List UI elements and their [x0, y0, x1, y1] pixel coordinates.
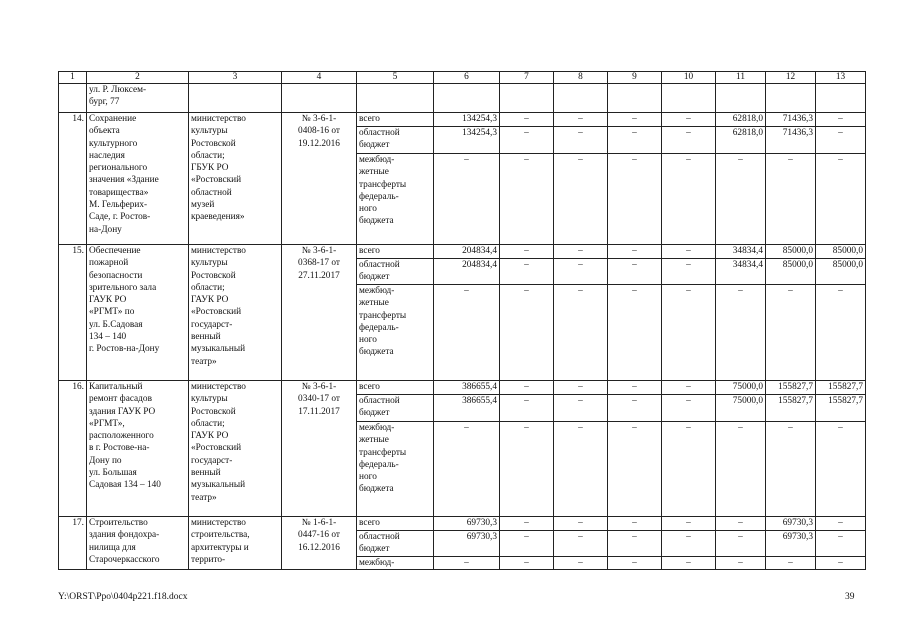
table-cell: –	[554, 517, 608, 531]
document-file-path: Y:\ORST\Ppo\0404p221.f18.docx	[58, 592, 188, 602]
table-cell: –	[716, 517, 766, 531]
table-cell: –	[662, 381, 716, 395]
table-cell: 69730,3	[434, 531, 500, 557]
table-cell: № 3-6-1- 0408-16 от 19.12.2016	[282, 113, 357, 245]
table-cell: областной бюджет	[357, 395, 434, 422]
table-cell: –	[608, 285, 662, 381]
table-cell: ул. Р. Люксем- бург, 77	[87, 84, 189, 113]
table-cell	[816, 84, 866, 113]
table-cell: –	[500, 245, 554, 259]
table-cell: 62818,0	[716, 127, 766, 154]
table-cell: 134254,3	[434, 113, 500, 127]
table-cell: –	[716, 154, 766, 245]
table-cell: –	[816, 556, 866, 569]
column-header: 10	[662, 72, 716, 84]
table-cell	[357, 84, 434, 113]
column-header: 2	[87, 72, 189, 84]
column-header: 11	[716, 72, 766, 84]
table-cell: –	[716, 531, 766, 557]
column-header: 5	[357, 72, 434, 84]
table-cell	[59, 84, 87, 113]
column-header: 1	[59, 72, 87, 84]
column-header: 12	[766, 72, 816, 84]
table-cell: 17.	[59, 517, 87, 570]
table-cell: 69730,3	[434, 517, 500, 531]
table-cell: –	[554, 422, 608, 517]
table-cell: –	[766, 556, 816, 569]
table-cell	[608, 84, 662, 113]
table-cell: –	[500, 422, 554, 517]
table-cell	[434, 84, 500, 113]
table-cell: 204834,4	[434, 259, 500, 285]
table-cell: Сохранение объекта культурного наследия регионального значения «Здание товарищества» М. Гельферих- Саде, г. Ростов- на-Дону	[87, 113, 189, 245]
table-cell: 69730,3	[766, 531, 816, 557]
table-cell: –	[608, 113, 662, 127]
page-number: 39	[845, 592, 855, 602]
table-cell: 62818,0	[716, 113, 766, 127]
table-cell: 71436,3	[766, 113, 816, 127]
column-header: 6	[434, 72, 500, 84]
table-cell: 386655,4	[434, 381, 500, 395]
table-cell: министерство культуры Ростовской области; ГБУК РО «Ростовский областной музей краеведения»	[189, 113, 282, 245]
table-cell: –	[608, 127, 662, 154]
project-16-total-row	[59, 381, 866, 395]
table-cell: Капитальный ремонт фасадов здания ГАУК РО «РГМТ», расположенного в г. Ростове-на- Дону по ул. Большая Садовая 134 – 140	[87, 381, 189, 517]
table-cell: –	[662, 259, 716, 285]
table-cell: всего	[357, 381, 434, 395]
table-cell: –	[500, 395, 554, 422]
column-header: 8	[554, 72, 608, 84]
table-cell: № 3-6-1- 0340-17 от 17.11.2017	[282, 381, 357, 517]
table-cell: –	[816, 127, 866, 154]
project-14-total-row	[59, 113, 866, 127]
table-cell: –	[662, 395, 716, 422]
table-cell: –	[434, 285, 500, 381]
table-cell: –	[500, 285, 554, 381]
table-cell: областной бюджет	[357, 127, 434, 154]
table-cell: 155827,7	[766, 381, 816, 395]
table-cell: –	[716, 422, 766, 517]
column-number-header-row	[59, 72, 866, 84]
table-cell	[189, 84, 282, 113]
table-cell: –	[500, 127, 554, 154]
project-17-total-row	[59, 517, 866, 531]
table-cell: –	[554, 285, 608, 381]
table-cell: –	[554, 259, 608, 285]
table-cell: –	[554, 395, 608, 422]
table-cell: –	[608, 154, 662, 245]
table-cell: министерство культуры Ростовской области; ГАУК РО «Ростовский государст- венный музыкальный театр»	[189, 381, 282, 517]
table-cell: областной бюджет	[357, 259, 434, 285]
table-cell: 386655,4	[434, 395, 500, 422]
table-cell: межбюд- жетные трансферты федераль- ного бюджета	[357, 422, 434, 517]
table-cell: –	[816, 113, 866, 127]
table-cell: –	[608, 556, 662, 569]
table-cell: 14.	[59, 113, 87, 245]
project-15-total-row	[59, 245, 866, 259]
table-cell: –	[500, 259, 554, 285]
table-cell: –	[554, 113, 608, 127]
table-cell: –	[608, 259, 662, 285]
table-cell: –	[662, 531, 716, 557]
table-cell	[554, 84, 608, 113]
table-cell: межбюд-	[357, 556, 434, 569]
table-cell: –	[816, 531, 866, 557]
table-cell	[282, 84, 357, 113]
table-cell: –	[434, 556, 500, 569]
column-header: 7	[500, 72, 554, 84]
table-cell: –	[500, 531, 554, 557]
table-cell: –	[716, 285, 766, 381]
table-cell: 134254,3	[434, 127, 500, 154]
table-cell: всего	[357, 245, 434, 259]
table-cell: –	[500, 113, 554, 127]
table-cell	[766, 84, 816, 113]
table-cell: 69730,3	[766, 517, 816, 531]
table-cell: 155827,7	[816, 381, 866, 395]
table-cell: –	[434, 154, 500, 245]
table-cell: –	[500, 517, 554, 531]
column-header: 9	[608, 72, 662, 84]
table-cell: 75000,0	[716, 381, 766, 395]
table-cell: 204834,4	[434, 245, 500, 259]
table-cell: –	[662, 517, 716, 531]
table-cell: 34834,4	[716, 259, 766, 285]
table-cell: –	[608, 395, 662, 422]
table-cell: областной бюджет	[357, 531, 434, 557]
table-cell: 155827,7	[766, 395, 816, 422]
table-cell: –	[662, 556, 716, 569]
table-cell: межбюд- жетные трансферты федераль- ного бюджета	[357, 154, 434, 245]
table-cell	[500, 84, 554, 113]
table-cell: –	[608, 381, 662, 395]
table-cell: всего	[357, 517, 434, 531]
table-cell: 155827,7	[816, 395, 866, 422]
table-cell: –	[434, 422, 500, 517]
table-cell: министерство культуры Ростовской области; ГАУК РО «Ростовский государст- венный музыкальный театр»	[189, 245, 282, 381]
table-cell: 85000,0	[816, 245, 866, 259]
table-cell: 85000,0	[766, 259, 816, 285]
address-continuation-row	[59, 84, 866, 113]
table-cell: –	[662, 245, 716, 259]
table-cell: –	[816, 517, 866, 531]
table-cell: –	[554, 531, 608, 557]
table-cell: 85000,0	[766, 245, 816, 259]
table-cell: –	[500, 556, 554, 569]
column-header: 13	[816, 72, 866, 84]
table-cell: 75000,0	[716, 395, 766, 422]
table-cell: № 1-6-1- 0447-16 от 16.12.2016	[282, 517, 357, 570]
table-cell: 85000,0	[816, 259, 866, 285]
table-cell: 34834,4	[716, 245, 766, 259]
table-cell	[716, 84, 766, 113]
table-cell: –	[816, 422, 866, 517]
table-cell: –	[662, 154, 716, 245]
table-cell: –	[766, 285, 816, 381]
table-cell: –	[662, 422, 716, 517]
table-cell: –	[608, 422, 662, 517]
table-cell: межбюд- жетные трансферты федераль- ного бюджета	[357, 285, 434, 381]
table-cell: 71436,3	[766, 127, 816, 154]
table-cell: –	[554, 381, 608, 395]
table-cell: –	[554, 127, 608, 154]
table-cell: –	[554, 154, 608, 245]
table-cell: –	[608, 531, 662, 557]
table-cell: –	[500, 154, 554, 245]
table-cell: –	[662, 127, 716, 154]
table-cell: –	[500, 381, 554, 395]
table-cell: 16.	[59, 381, 87, 517]
table-cell: –	[766, 422, 816, 517]
table-cell: –	[554, 245, 608, 259]
table-cell: –	[554, 556, 608, 569]
table-cell: министерство строительства, архитектуры и террито-	[189, 517, 282, 570]
table-cell: –	[662, 113, 716, 127]
table-cell: –	[662, 285, 716, 381]
table-cell: –	[816, 154, 866, 245]
table-cell: –	[608, 517, 662, 531]
table-cell	[662, 84, 716, 113]
budget-table	[58, 71, 866, 570]
table-cell: Строительство здания фондохра- нилища для Старочеркасского	[87, 517, 189, 570]
table-cell: № 3-6-1- 0368-17 от 27.11.2017	[282, 245, 357, 381]
column-header: 4	[282, 72, 357, 84]
table-cell: Обеспечение пожарной безопасности зрительного зала ГАУК РО «РГМТ» по ул. Б.Садовая 134 – 140 г. Ростов-на-Дону	[87, 245, 189, 381]
table-cell: –	[608, 245, 662, 259]
table-cell: –	[766, 154, 816, 245]
column-header: 3	[189, 72, 282, 84]
table-cell: всего	[357, 113, 434, 127]
table-cell: –	[816, 285, 866, 381]
table-cell: 15.	[59, 245, 87, 381]
table-cell: –	[716, 556, 766, 569]
